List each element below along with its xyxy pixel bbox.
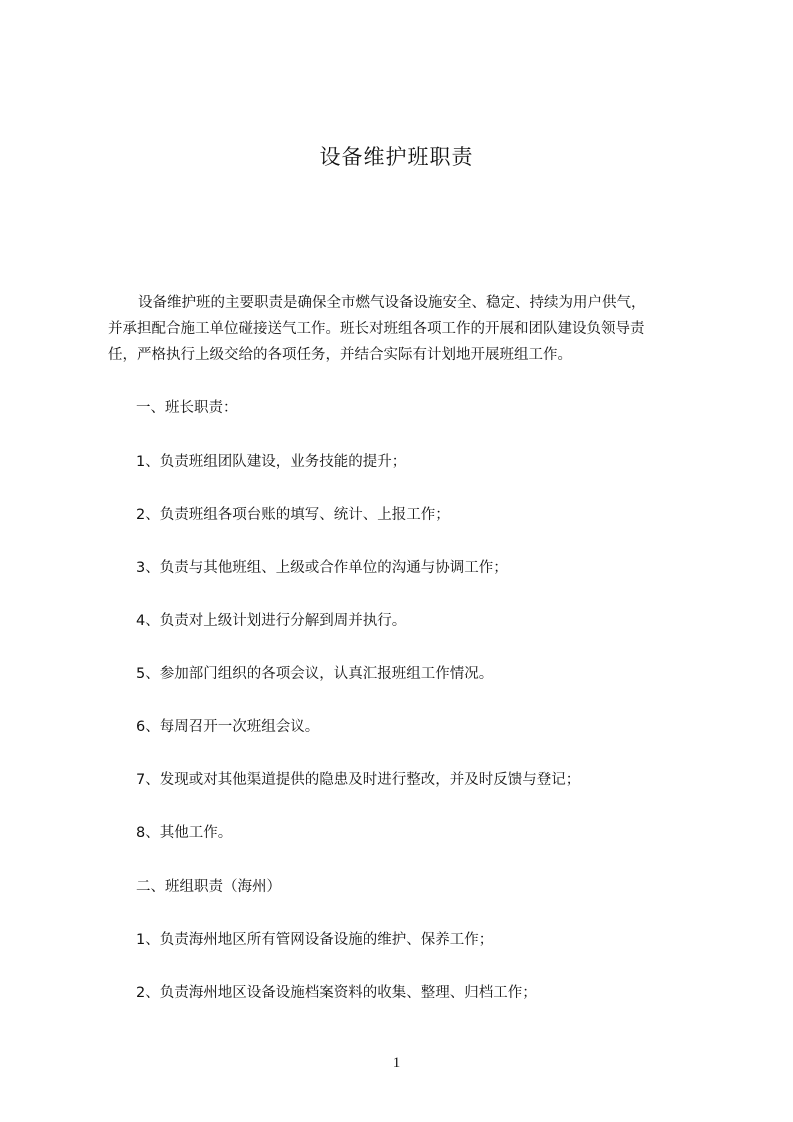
section1-item: 4、负责对上级计划进行分解到周并执行。 xyxy=(136,613,407,629)
section1-item: 3、负责与其他班组、上级或合作单位的沟通与协调工作； xyxy=(136,560,508,576)
intro-line: 任，严格执行上级交给的各项任务，并结合实际有计划地开展班组工作。 xyxy=(108,347,572,363)
page-number: 1 xyxy=(392,1055,401,1071)
section1-item: 2、负责班组各项台账的填写、统计、上报工作； xyxy=(136,507,450,523)
section1-item: 1、负责班组团队建设，业务技能的提升； xyxy=(136,454,407,470)
document-title: 设备维护班职责 xyxy=(319,145,474,169)
intro-paragraph xyxy=(108,290,700,368)
section2-heading: 二、班组职责（海州） xyxy=(136,879,281,895)
intro-line: 设备维护班的主要职责是确保全市燃气设备设施安全、稳定、持续为用户供气， xyxy=(138,295,646,311)
section1-item: 6、每周召开一次班组会议。 xyxy=(136,719,320,735)
section1-item: 5、参加部门组织的各项会议，认真汇报班组工作情况。 xyxy=(136,666,494,682)
section1-heading: 一、班长职责： xyxy=(136,400,238,416)
section2-item: 2、负责海州地区设备设施档案资料的收集、整理、归档工作； xyxy=(136,985,537,1001)
intro-line: 并承担配合施工单位碰接送气工作。班长对班组各项工作的开展和团队建设负领导责 xyxy=(108,321,645,337)
section1-item: 7、发现或对其他渠道提供的隐患及时进行整改，并及时反馈与登记； xyxy=(136,772,581,788)
section1-item: 8、其他工作。 xyxy=(136,825,233,841)
section2-item: 1、负责海州地区所有管网设备设施的维护、保养工作； xyxy=(136,932,494,948)
